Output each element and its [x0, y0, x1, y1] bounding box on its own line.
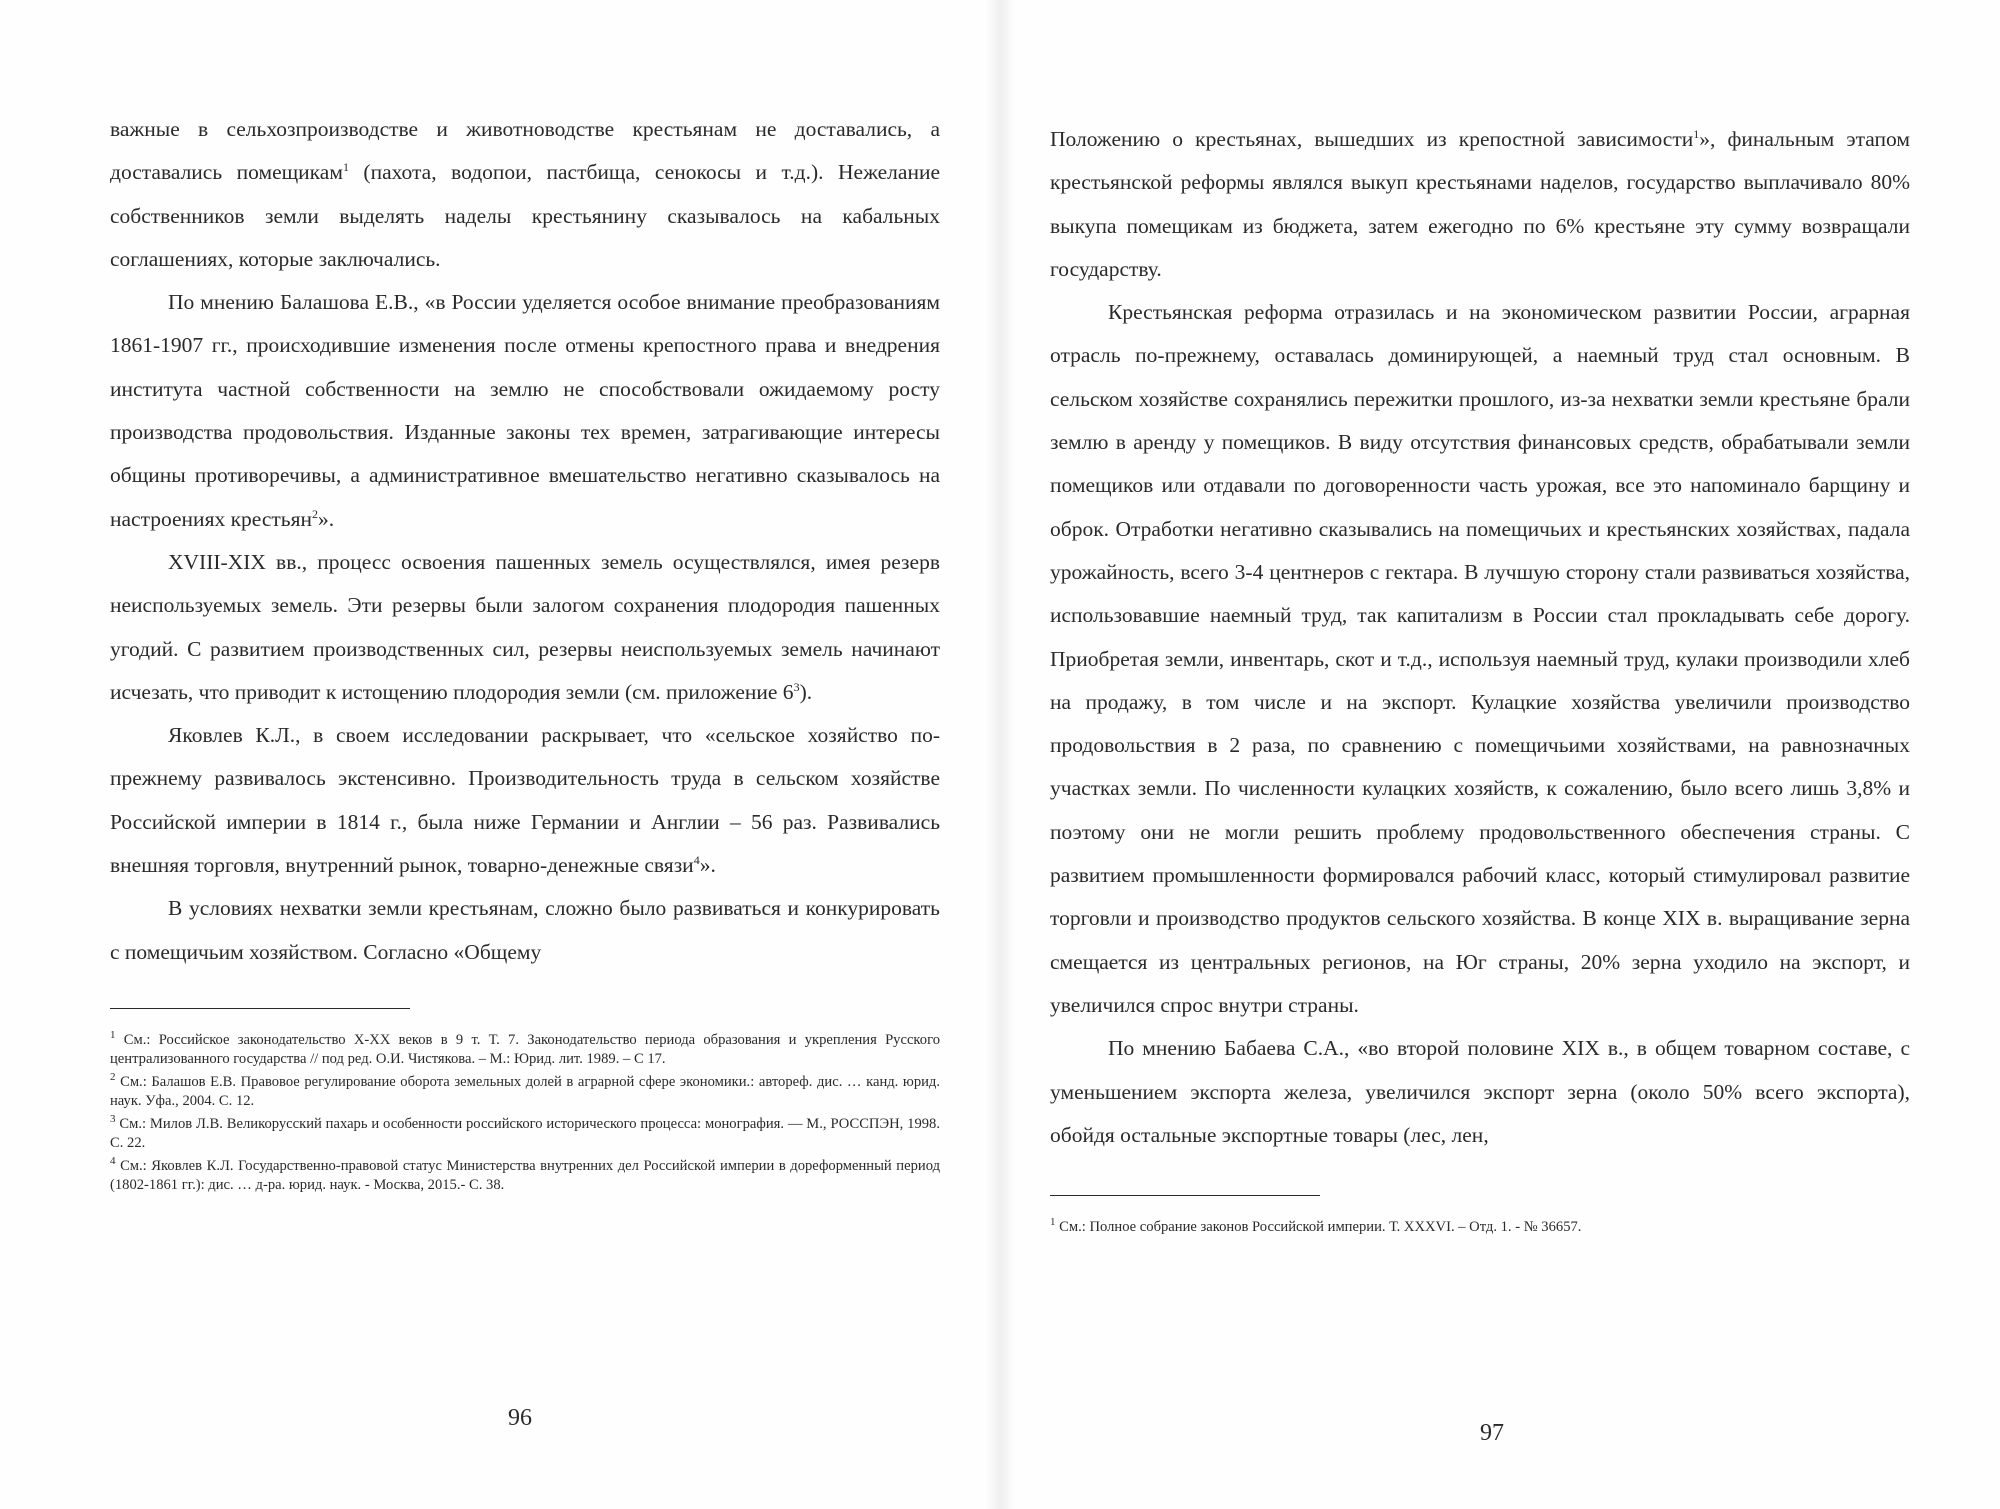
text-run: В условиях нехватки земли крестьянам, сложно было развиваться и конкурировать с помещичьим хозяйством. Согласно «Общему: [110, 896, 940, 964]
paragraph: [110, 887, 940, 974]
text-run: По мнению Бабаева С.А., «во второй половине XIX в., в общем товарном составе, с уменьшением экспорта железа, увеличился экспорт зерна (около 50% всего экспорта), обойдя остальные экспортные товары (лес, лен,: [1050, 1036, 1910, 1147]
text-run: Положению о крестьянах, вышедших из крепостной зависимости: [1050, 127, 1694, 151]
left-body-text: [110, 108, 940, 974]
footnote-ref: 4: [693, 852, 700, 867]
footnote-ref: 1: [342, 160, 349, 175]
text-run: Яковлев К.Л., в своем исследовании раскрывает, что «сельское хозяйство по-прежнему развивалось экстенсивно. Производительность труда в сельском хозяйстве Российской империи в 1814 г., была ниже Германии и Англии – 56 раз. Развивались внешняя торговля, внутренний рынок, товарно-денежные связи: [110, 723, 940, 878]
page-number: 97: [1480, 1420, 1504, 1446]
footnote: [110, 1073, 940, 1111]
footnote-number: 1: [1050, 1216, 1056, 1229]
footnote-text: См.: Милов Л.В. Великорусский пахарь и особенности российского исторического процесса: монография. — М., РОССПЭН, 1998. С. 22.: [110, 1115, 940, 1151]
paragraph: [110, 714, 940, 887]
text-run: XVIII-XIX вв., процесс освоения пашенных земель осуществлялся, имея резерв неиспользуемых земель. Эти резервы были залогом сохранения плодородия пашенных угодий. С развитием производственных сил, резервы неиспользуемых земель начинают исчезать, что приводит к истощению плодородия земли (см. приложение 6: [110, 549, 940, 704]
footnote: [110, 1031, 940, 1069]
text-run: ».: [699, 853, 716, 878]
text-run: », финальным этапом крестьянской реформы являлся выкуп крестьянами наделов, государство выплачивало 80% выкупа помещикам из бюджета, затем ежегодно по 6% крестьяне эту сумму возвращали государству.: [1050, 127, 1910, 281]
footnote: [1050, 1218, 1910, 1237]
footnote-number: 3: [110, 1113, 116, 1126]
right-page: [1000, 0, 2000, 1509]
footnote-number: 4: [110, 1155, 116, 1168]
paragraph: [110, 541, 940, 714]
footnote-ref: 1: [1693, 126, 1700, 141]
footnote: [110, 1157, 940, 1195]
footnote-number: 2: [110, 1071, 116, 1084]
left-footnotes: [110, 1031, 940, 1195]
footnote-separator: [1050, 1195, 1320, 1196]
paragraph: [1050, 118, 1910, 291]
text-run: По мнению Балашова Е.В., «в России уделяется особое внимание преобразованиям 1861-1907 гг., происходившие изменения после отмены крепостного права и внедрения института частной собственности на землю не способствовали ожидаемому росту производства продовольствия. Изданные законы тех времен, затрагивающие интересы общины противоречивы, а административное вмешательство негативно сказывалось на настроениях крестьян: [110, 290, 940, 531]
text-run: ».: [318, 506, 335, 531]
text-run: (пахота, водопои, пастбища, сенокосы и т.д.). Нежелание собственников земли выделять наделы крестьянину сказывалось на кабальных соглашениях, которые заключались.: [110, 160, 941, 271]
text-run: ).: [799, 679, 813, 704]
paragraph: [110, 281, 940, 541]
footnote-number: 1: [110, 1029, 116, 1042]
footnote: [110, 1115, 940, 1153]
text-run: Крестьянская реформа отразилась и на экономическом развитии России, аграрная отрасль по-прежнему, оставалась доминирующей, а наемный труд стал основным. В сельском хозяйстве сохранялись пережитки прошлого, из-за нехватки земли крестьяне брали землю в аренду у помещиков. В виду отсутствия финансовых средств, обрабатывали земли помещиков или отдавали по договоренности часть урожая, все это напоминало барщину и оброк. Отработки негативно сказывались на помещичьих и крестьянских хозяйствах, падала урожайность, всего 3-4 центнеров с гектара. В лучшую сторону стали развиваться хозяйства, использовавшие наемный труд, так капитализм в России стал прокладывать себе дорогу. Приобретая земли, инвентарь, скот и т.д., используя наемный труд, кулаки производили хлеб на продажу, в том числе и на экспорт. Кулацкие хозяйства увеличили производство продовольствия в 2 раза, по сравнению с помещичьими хозяйствами, на равнозначных участках земли. По численности кулацких хозяйств, к сожалению, было всего лишь 3,8% и поэтому они не могли решить проблему продовольственного обеспечения страны. С развитием промышленности формировался рабочий класс, который стимулировал развитие торговли и производство продуктов сельского хозяйства. В конце XIX в. выращивание зерна смещается из центральных регионов, на Юг страны, 20% зерна уходило на экспорт, и увеличился спрос внутри страны.: [1050, 300, 1910, 1017]
footnote-text: См.: Российское законодательство X-XX веков в 9 т. Т. 7. Законодательство периода образования и укрепления Русского централизованного государства // под ред. О.И. Чистякова. – М.: Юрид. лит. 1989. – С 17.: [110, 1031, 940, 1067]
footnote-text: См.: Полное собрание законов Российской империи. Т. XXXVI. – Отд. 1. - № 36657.: [1055, 1219, 1582, 1236]
text-run: важные в сельхозпроизводстве и животноводстве крестьянам не доставались, а доставались помещикам: [110, 117, 940, 185]
right-body-text: [1050, 118, 1910, 1157]
paragraph: [110, 108, 940, 281]
footnote-ref: 3: [793, 679, 800, 694]
footnote-separator: [110, 1008, 410, 1009]
footnote-text: См.: Яковлев К.Л. Государственно-правовой статус Министерства внутренних дел Российской империи в дореформенный период (1802-1861 гг.): дис. … д-ра. юрид. наук. - Москва, 2015.- С. 38.: [110, 1157, 940, 1193]
footnote-ref: 2: [312, 506, 318, 521]
footnote-text: См.: Балашов Е.В. Правовое регулирование оборота земельных долей в аграрной сфере экономики.: автореф. дис. … канд. юрид. наук. Уфа., 2004. С. 12.: [110, 1073, 940, 1109]
page-number: 96: [508, 1405, 532, 1431]
paragraph: [1050, 1027, 1910, 1157]
paragraph: [1050, 291, 1910, 1027]
right-footnotes: [1050, 1218, 1910, 1237]
